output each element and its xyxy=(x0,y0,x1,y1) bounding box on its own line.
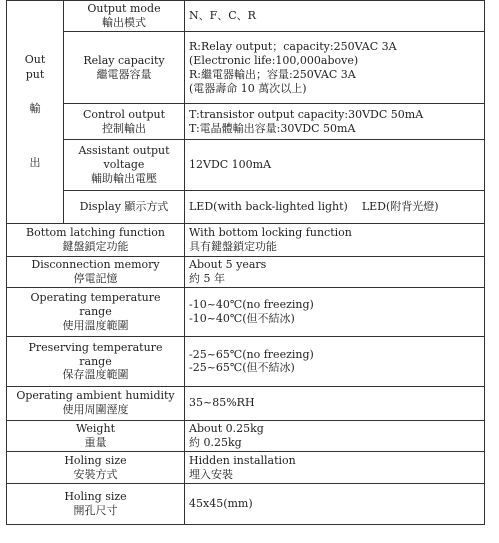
spec-value-cell: Hidden installation 埋入安裝 xyxy=(185,452,485,483)
specification-table xyxy=(6,0,485,525)
spec-label-cell: Operating temperature range 使用溫度範圍 xyxy=(7,287,185,336)
spec-row-holing-size-cutout xyxy=(7,483,485,524)
spec-label-cell: Holing size 開孔尺寸 xyxy=(7,483,185,524)
spec-value-cell: About 0.25kg 約 0.25kg xyxy=(185,420,485,452)
output-group-cell xyxy=(7,1,64,224)
spec-label-cell: Output mode 輸出模式 xyxy=(64,1,185,32)
spec-value-cell: -25~65℃(no freezing) -25~65℃(但不結冰) xyxy=(185,337,485,386)
spec-row-disconnection-memory xyxy=(7,256,485,287)
spec-value-cell: 12VDC 100mA xyxy=(185,140,485,190)
spec-value-cell: With bottom locking function 具有鍵盤鎖定功能 xyxy=(185,223,485,256)
spec-label-cell: Display 顯示方式 xyxy=(64,190,185,223)
spec-row-relay-capacity xyxy=(7,32,485,104)
spec-row-assistant-output xyxy=(7,140,485,190)
spec-row-control-output xyxy=(7,104,485,140)
spec-row-preserving-temperature xyxy=(7,337,485,386)
spec-value-cell: -10~40℃(no freezing) -10~40℃(但不結冰) xyxy=(185,287,485,336)
spec-value-cell: LED(with back-lighted light) LED(附背光燈) xyxy=(185,190,485,223)
spec-value-cell: 45x45(mm) xyxy=(185,483,485,524)
spec-row-operating-humidity xyxy=(7,386,485,420)
spec-label-cell: Operating ambient humidity 使用周圍溼度 xyxy=(7,386,185,420)
spec-row-holing-size-installation xyxy=(7,452,485,483)
spec-label-cell: Assistant output voltage 輔助輸出電壓 xyxy=(64,140,185,190)
spec-label-cell: Weight 重量 xyxy=(7,420,185,452)
spec-row-bottom-latching xyxy=(7,223,485,256)
spec-value-cell: T:transistor output capacity:30VDC 50mA T:電晶體輸出容量:30VDC 50mA xyxy=(185,104,485,140)
spec-value-cell: 35~85%RH xyxy=(185,386,485,420)
spec-row-weight xyxy=(7,420,485,452)
spec-row-output-mode xyxy=(7,1,485,32)
spec-value-cell: N、F、C、R xyxy=(185,1,485,32)
spec-label-cell: Relay capacity 繼電器容量 xyxy=(64,32,185,104)
output-group-label: Out put 輸 出 xyxy=(24,53,46,170)
spec-row-display xyxy=(7,190,485,223)
spec-label-cell: Preserving temperature range 保存溫度範圍 xyxy=(7,337,185,386)
spec-value-cell: About 5 years 約 5 年 xyxy=(185,256,485,287)
spec-label-cell: Disconnection memory 停電記憶 xyxy=(7,256,185,287)
spec-value-cell: R:Relay output；capacity:250VAC 3A (Electronic life:100,000above) R:繼電器輸出；容量:250VAC 3A (電器壽命 10 萬次以上) xyxy=(185,32,485,104)
spec-label-cell: Control output 控制輸出 xyxy=(64,104,185,140)
spec-label-cell: Holing size 安裝方式 xyxy=(7,452,185,483)
spec-label-cell: Bottom latching function 鍵盤鎖定功能 xyxy=(7,223,185,256)
spec-row-operating-temperature xyxy=(7,287,485,336)
